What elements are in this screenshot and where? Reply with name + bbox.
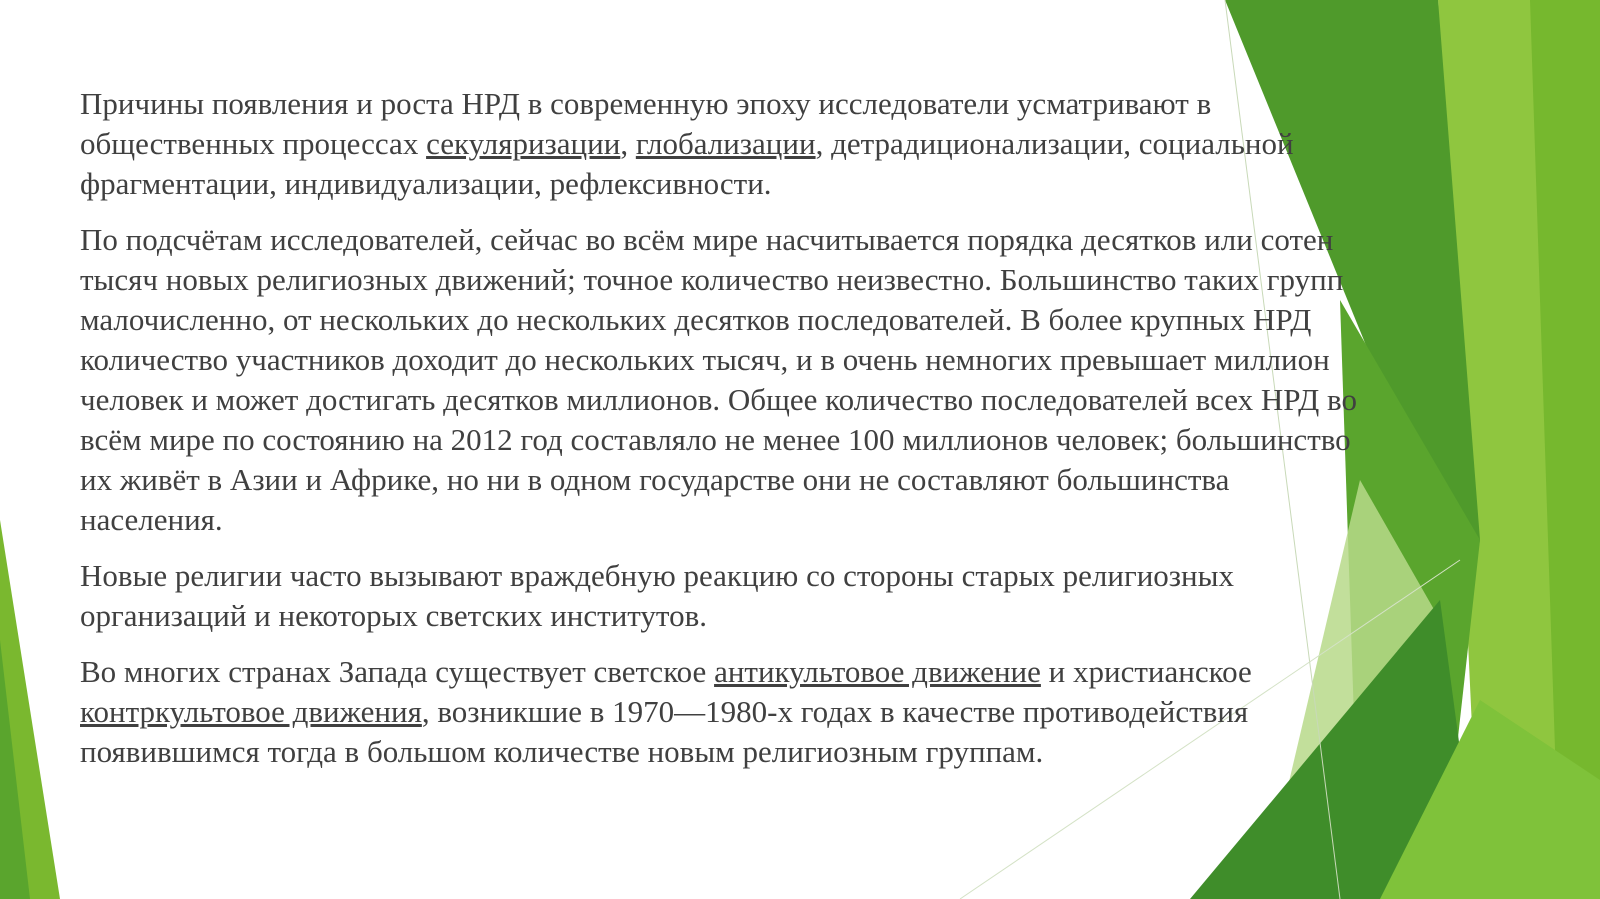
wiki-link[interactable]: секуляризации <box>426 126 621 161</box>
paragraph-1 <box>80 84 1370 204</box>
paragraph-text: По подсчётам исследователей, сейчас во всём мире насчитывается порядка десятков или сотен тысяч новых религиозных движений; точное количество неизвестно. Большинство таких групп малочисленно, от нескольких до нескольких десятков последователей. В более крупных НРД количество участников доходит до нескольких тысяч, и в очень немногих превышает миллион человек и может достигать десятков миллионов. Общее количество последователей всех НРД во всём мире по состоянию на 2012 год составляло не менее 100 миллионов человек; большинство их живёт в Азии и Африке, но ни в одном государстве они не составляют большинства населения. <box>80 222 1357 537</box>
paragraph-2 <box>80 220 1370 540</box>
paragraph-text: , детрадиционализации, социальной фрагментации, индивидуализации, рефлексивности. <box>80 126 1294 201</box>
paragraph-3 <box>80 556 1370 636</box>
paragraph-text: , возникшие в 1970—1980-х годах в качестве противодействия появившимся тогда в большом количестве новым религиозным группам. <box>80 694 1249 769</box>
paragraph-text: и христианское <box>1040 654 1252 689</box>
slide-body-text <box>80 84 1370 788</box>
paragraph-text: Новые религии часто вызывают враждебную реакцию со стороны старых религиозных организаций и некоторых светских институтов. <box>80 558 1234 633</box>
wiki-link[interactable]: антикультовое движение <box>714 654 1041 689</box>
wiki-link[interactable]: глобализации <box>635 126 816 161</box>
paragraph-text: , <box>620 126 636 161</box>
wiki-link[interactable]: контркультовое движения <box>80 694 422 729</box>
paragraph-text: Причины появления и роста НРД в современную эпоху исследователи усматривают в общественных процессах <box>80 86 1212 161</box>
paragraph-text: Во многих странах Запада существует светское <box>80 654 715 689</box>
paragraph-4 <box>80 652 1370 772</box>
